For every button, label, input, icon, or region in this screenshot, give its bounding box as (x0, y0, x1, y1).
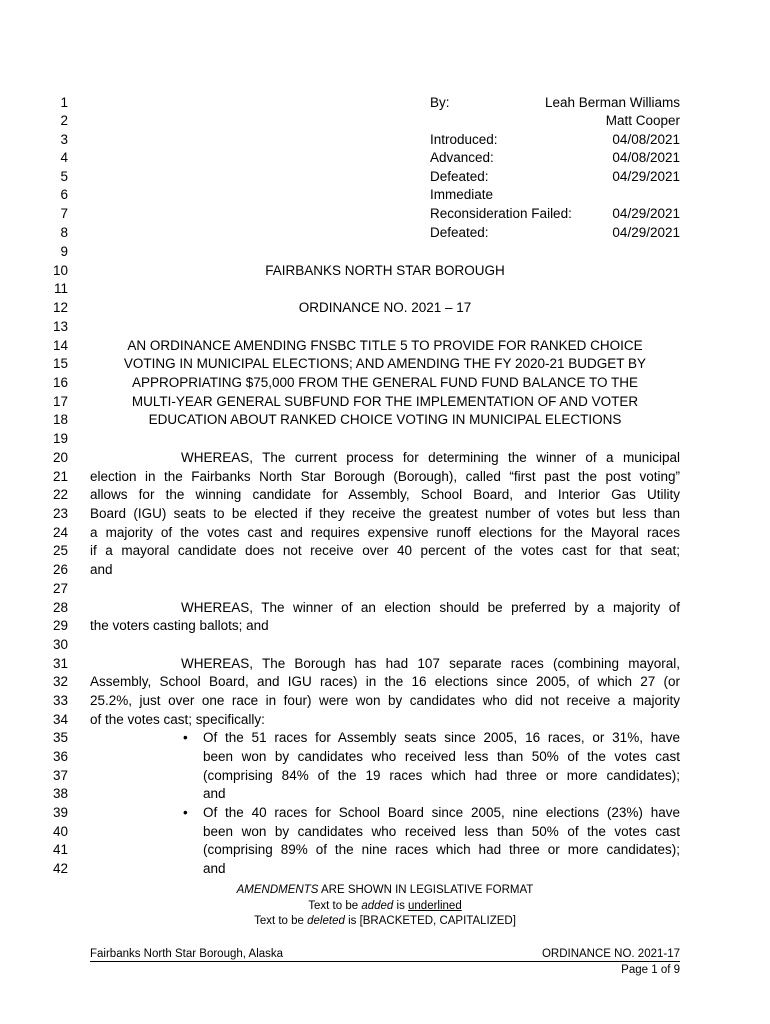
line-number: 17 (52, 394, 68, 409)
para1-line: allows for the winning candidate for Assembly, School Board, and Interior Gas Utility (90, 487, 680, 502)
line-number: 14 (52, 338, 68, 353)
line-number: 34 (52, 712, 68, 727)
line-number: 26 (52, 562, 68, 577)
bullet-icon: • (183, 805, 188, 820)
line-number: 28 (52, 600, 68, 615)
line-number: 5 (60, 169, 68, 184)
line-number: 4 (60, 150, 68, 165)
deleted-legend: Text to be deleted is [BRACKETED, CAPITALIZED] (254, 915, 516, 927)
line-number: 3 (60, 132, 68, 147)
introduced-label: Introduced: (430, 132, 498, 147)
line-number: 18 (52, 412, 68, 427)
defeated2-label: Defeated: (430, 225, 489, 240)
line-number: 1 (60, 95, 68, 110)
line-number: 42 (52, 861, 68, 876)
bullet2-line: (comprising 89% of the nine races which had three or more candidates); (203, 842, 680, 857)
borough-title: FAIRBANKS NORTH STAR BOROUGH (265, 263, 505, 278)
defeated2-date: 04/29/2021 (612, 225, 680, 240)
introduced-date: 04/08/2021 (612, 132, 680, 147)
amendments-legend: AMENDMENTS ARE SHOWN IN LEGISLATIVE FORMAT (236, 884, 534, 896)
line-number: 29 (52, 618, 68, 633)
para1-line: and (90, 562, 113, 577)
bullet1-line: been won by candidates who received less than 50% of the votes cast (203, 749, 680, 764)
line-number: 32 (52, 674, 68, 689)
para2-line: WHEREAS, The winner of an election should be preferred by a majority of (181, 600, 680, 615)
line-number: 15 (52, 356, 68, 371)
advanced-date: 04/08/2021 (612, 150, 680, 165)
line-number: 27 (52, 581, 68, 596)
line-number: 11 (53, 281, 68, 296)
line-number: 31 (52, 656, 68, 671)
line-number: 19 (52, 431, 68, 446)
summary-line: AN ORDINANCE AMENDING FNSBC TITLE 5 TO PROVIDE FOR RANKED CHOICE (127, 338, 643, 353)
defeated-date: 04/29/2021 (612, 169, 680, 184)
line-number: 25 (52, 543, 68, 558)
line-number: 2 (60, 113, 68, 128)
line-number: 40 (52, 824, 68, 839)
line-number: 38 (52, 786, 68, 801)
ordinance-number: ORDINANCE NO. 2021 – 17 (298, 300, 472, 315)
para1-line: Board (IGU) seats to be elected if they receive the greatest number of votes but less than (90, 506, 680, 521)
bullet-icon: • (183, 730, 188, 745)
advanced-label: Advanced: (430, 150, 494, 165)
bullet1-line: (comprising 84% of the 19 races which had three or more candidates); (203, 768, 680, 783)
line-number: 24 (52, 525, 68, 540)
para1-line: a majority of the votes cast and requires expensive runoff elections for the Mayoral races (90, 525, 680, 540)
line-number: 12 (52, 300, 68, 315)
para3-line: of the votes cast; specifically: (90, 712, 265, 727)
reconsideration-label: Reconsideration Failed: (430, 206, 572, 221)
line-number: 16 (52, 375, 68, 390)
line-number: 10 (52, 263, 68, 278)
line-number: 23 (52, 506, 68, 521)
summary-line: VOTING IN MUNICIPAL ELECTIONS; AND AMENDING THE FY 2020-21 BUDGET BY (123, 356, 647, 371)
para3-line: 25.2%, just over one race in four) were won by candidates who did not receive a majority (90, 693, 680, 708)
sponsor-2: Matt Cooper (605, 113, 680, 128)
line-number: 13 (52, 319, 68, 334)
page-number: Page 1 of 9 (621, 964, 680, 976)
bullet1-line: Of the 51 races for Assembly seats since 2005, 16 races, or 31%, have (203, 730, 680, 745)
bullet2-line: been won by candidates who received less than 50% of the votes cast (203, 824, 680, 839)
line-number: 6 (60, 187, 68, 202)
line-number: 35 (52, 730, 68, 745)
line-number: 8 (60, 225, 68, 240)
added-legend: Text to be added is underlined (308, 900, 462, 912)
line-number: 37 (52, 768, 68, 783)
sponsor-1: Leah Berman Williams (544, 95, 680, 110)
line-number: 33 (52, 693, 68, 708)
para1-line: WHEREAS, The current process for determining the winner of a municipal (181, 450, 680, 465)
line-number: 20 (52, 450, 68, 465)
bullet2-line: Of the 40 races for School Board since 2005, nine elections (23%) have (203, 805, 680, 820)
line-number: 22 (52, 487, 68, 502)
by-label: By: (430, 95, 450, 110)
line-number: 30 (52, 637, 68, 652)
bullet1-line: and (203, 786, 226, 801)
summary-line: MULTI-YEAR GENERAL SUBFUND FOR THE IMPLEMENTATION OF AND VOTER (131, 394, 639, 409)
line-number: 9 (60, 244, 68, 259)
para3-line: Assembly, School Board, and IGU races) in the 16 elections since 2005, of which 27 (or (90, 674, 680, 689)
immediate-label: Immediate (430, 187, 494, 202)
para1-line: election in the Fairbanks North Star Borough (Borough), called “first past the post voting” (90, 469, 680, 484)
para2-line: the voters casting ballots; and (90, 618, 269, 633)
footer-left: Fairbanks North Star Borough, Alaska (90, 948, 284, 960)
reconsideration-date: 04/29/2021 (612, 206, 680, 221)
defeated-label: Defeated: (430, 169, 489, 184)
summary-line: EDUCATION ABOUT RANKED CHOICE VOTING IN MUNICIPAL ELECTIONS (148, 412, 622, 427)
para1-line: if a mayoral candidate does not receive over 40 percent of the votes cast for that seat; (90, 543, 680, 558)
para3-line: WHEREAS, The Borough has had 107 separate races (combining mayoral, (181, 656, 680, 671)
line-number: 21 (52, 469, 68, 484)
line-number: 7 (60, 206, 68, 221)
footer-right: ORDINANCE NO. 2021-17 (541, 948, 680, 960)
footer-rule (90, 961, 680, 962)
summary-line: APPROPRIATING $75,000 FROM THE GENERAL FUND FUND BALANCE TO THE (131, 375, 639, 390)
line-number: 41 (52, 842, 68, 857)
line-number: 36 (52, 749, 68, 764)
line-number: 39 (52, 805, 68, 820)
bullet2-line: and (203, 861, 226, 876)
